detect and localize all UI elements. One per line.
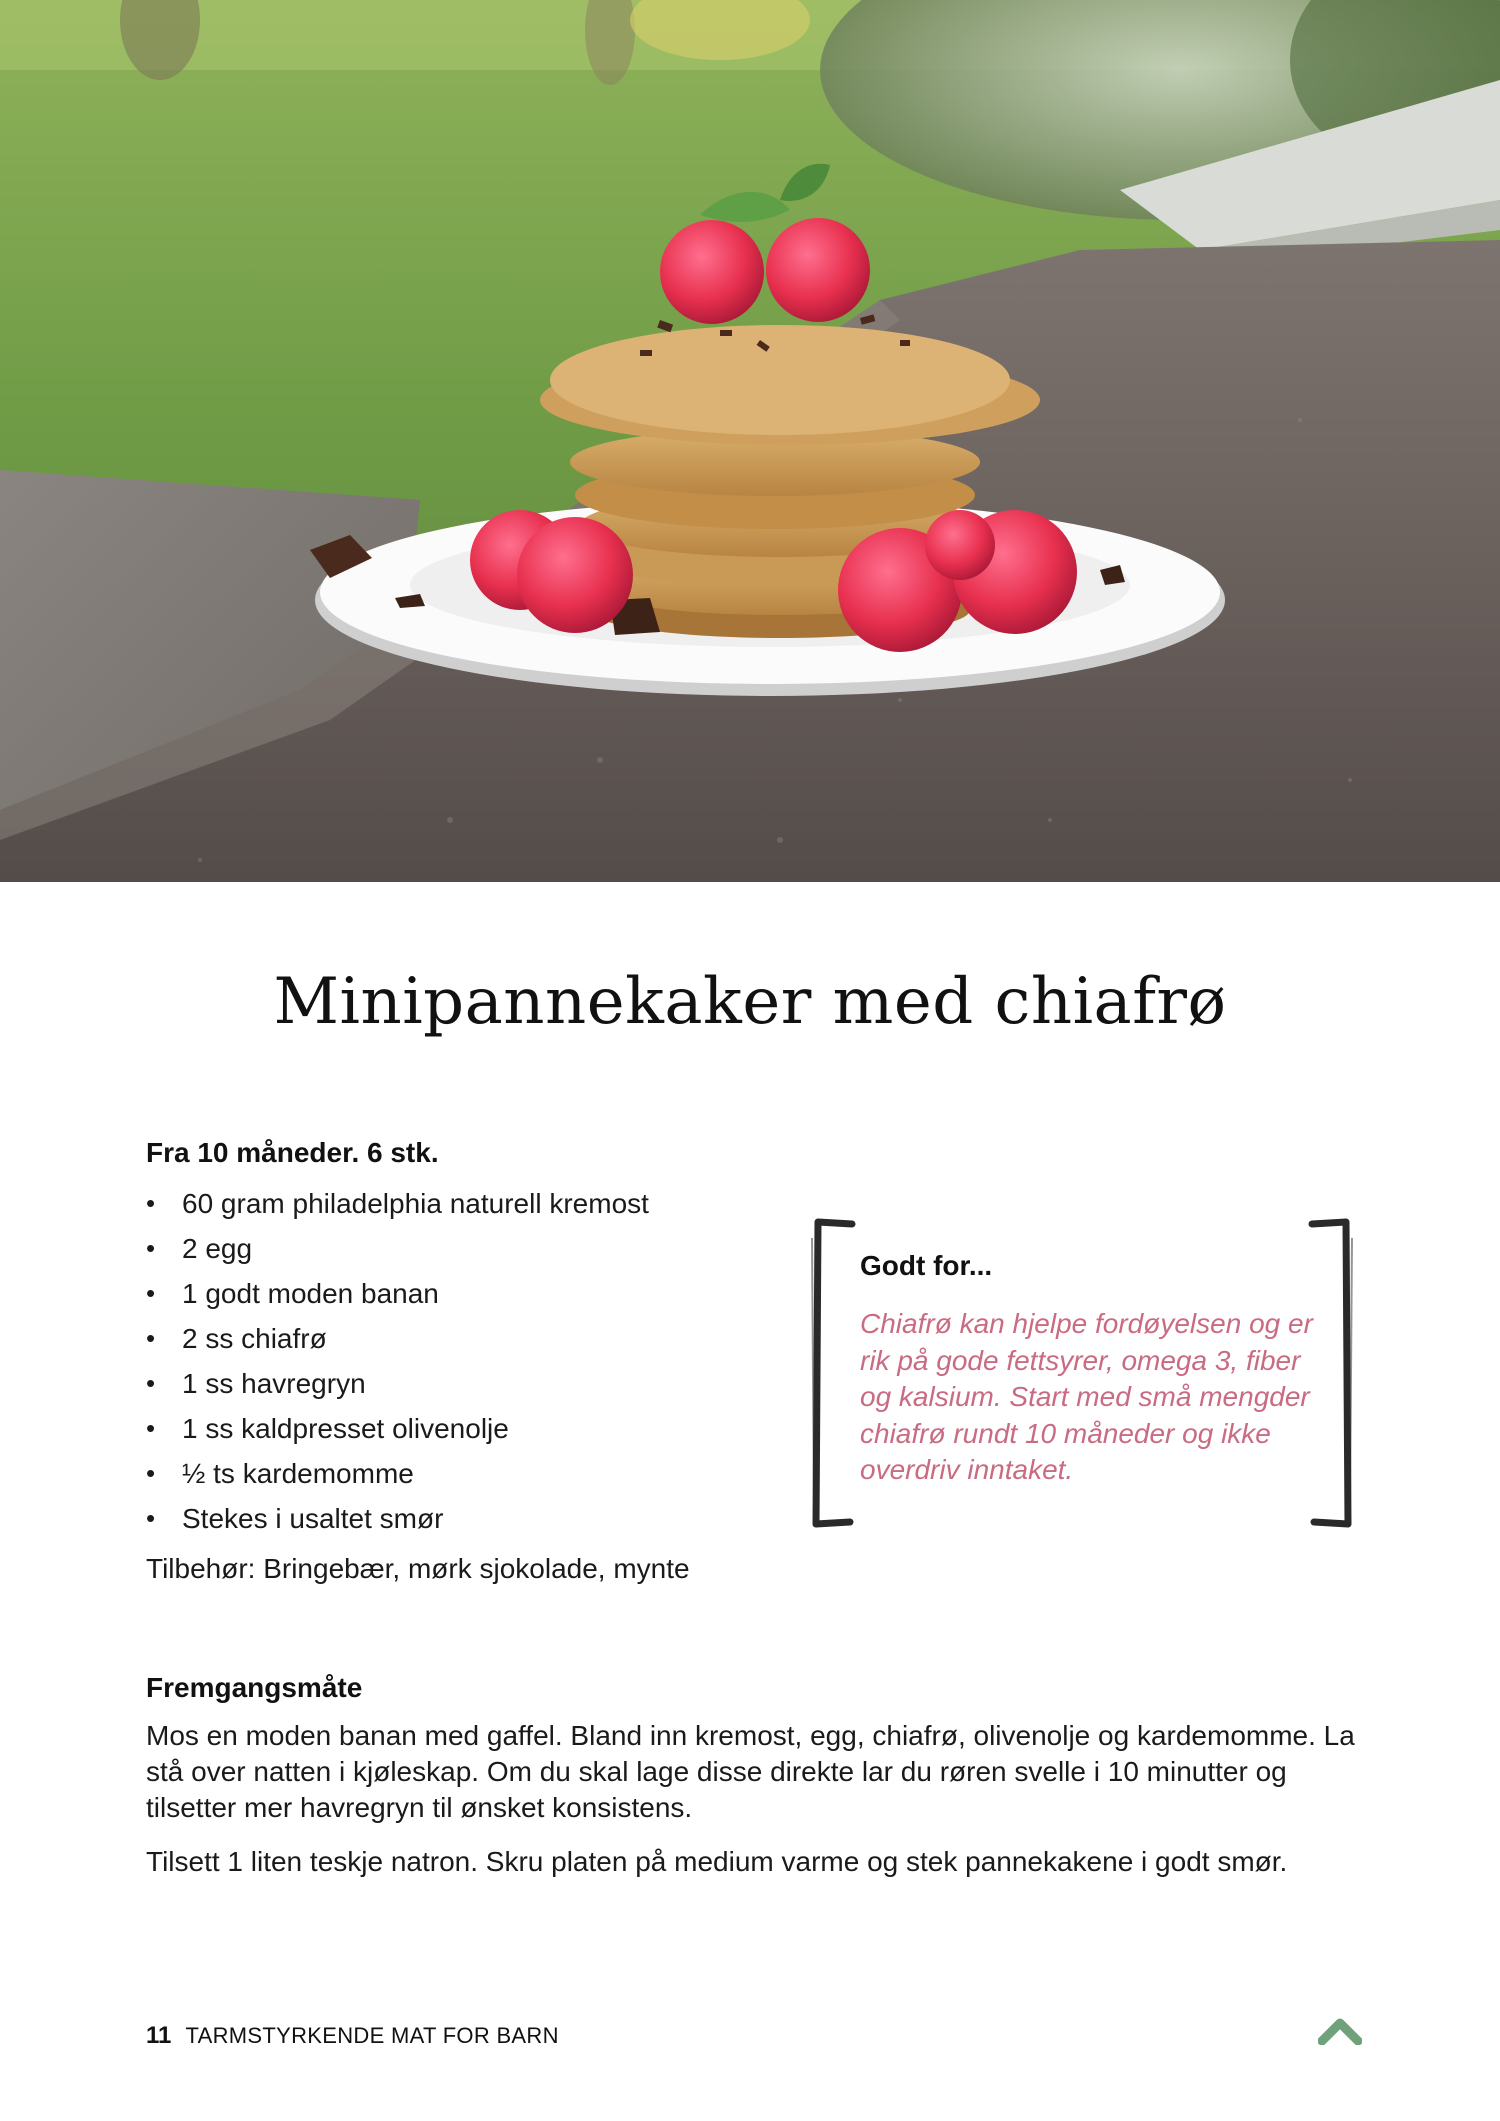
bullet: • bbox=[146, 1233, 156, 1263]
godt-for-box bbox=[808, 1218, 1356, 1530]
page-footer bbox=[146, 2022, 559, 2050]
ingredients-heading: Fra 10 måneder. 6 stk. bbox=[146, 1137, 439, 1168]
ingredients-section bbox=[146, 1137, 766, 1585]
list-item: • 2 ss chiafrø bbox=[146, 1316, 766, 1361]
list-item: • 2 egg bbox=[146, 1226, 766, 1271]
accessories-text: Tilbehør: Bringebær, mørk sjokolade, mynte bbox=[146, 1553, 690, 1584]
method-section bbox=[146, 1672, 1376, 1898]
method-paragraph: Tilsett 1 liten teskje natron. Skru platen på medium varme og stek pannekakene i godt smør. bbox=[146, 1846, 1288, 1877]
list-item: • 1 godt moden banan bbox=[146, 1271, 766, 1316]
ingredient-list bbox=[146, 1181, 766, 1541]
list-item: • 60 gram philadelphia naturell kremost bbox=[146, 1181, 766, 1226]
bullet: • bbox=[146, 1323, 156, 1353]
bullet: • bbox=[146, 1458, 156, 1488]
page-number: 11 bbox=[146, 2022, 172, 2049]
godt-for-heading: Godt for... bbox=[860, 1250, 993, 1281]
bullet: • bbox=[146, 1278, 156, 1308]
method-heading: Fremgangsmåte bbox=[146, 1672, 363, 1703]
bullet: • bbox=[146, 1503, 156, 1533]
list-item: • ½ ts kardemomme bbox=[146, 1451, 766, 1496]
list-item: • Stekes i usaltet smør bbox=[146, 1496, 766, 1541]
list-item: • 1 ss kaldpresset olivenolje bbox=[146, 1406, 766, 1451]
godt-for-text: Chiafrø kan hjelpe fordøyelsen og er rik på gode fettsyrer, omega 3, fiber og kalsium. Start med små mengder chiafrø rundt 10 måneder og ikke overdriv inntaket. bbox=[860, 1308, 1313, 1485]
bullet: • bbox=[146, 1188, 156, 1218]
book-title: TARMSTYRKENDE MAT FOR BARN bbox=[185, 2023, 559, 2048]
hero-photo bbox=[0, 0, 1500, 882]
list-item: • 1 ss havregryn bbox=[146, 1361, 766, 1406]
method-paragraph: Mos en moden banan med gaffel. Bland inn kremost, egg, chiafrø, olivenolje og kardemomme. La stå over natten i kjøleskap. Om du skal lage disse direkte lar du røren svelle i 10 minutter og tilsetter mer havregryn til ønsket konsistens. bbox=[146, 1720, 1355, 1823]
bullet: • bbox=[146, 1368, 156, 1398]
recipe-title: Minipannekaker med chiafrø bbox=[273, 965, 1227, 1039]
chevron-up-icon[interactable] bbox=[1318, 2017, 1362, 2045]
bullet: • bbox=[146, 1413, 156, 1443]
